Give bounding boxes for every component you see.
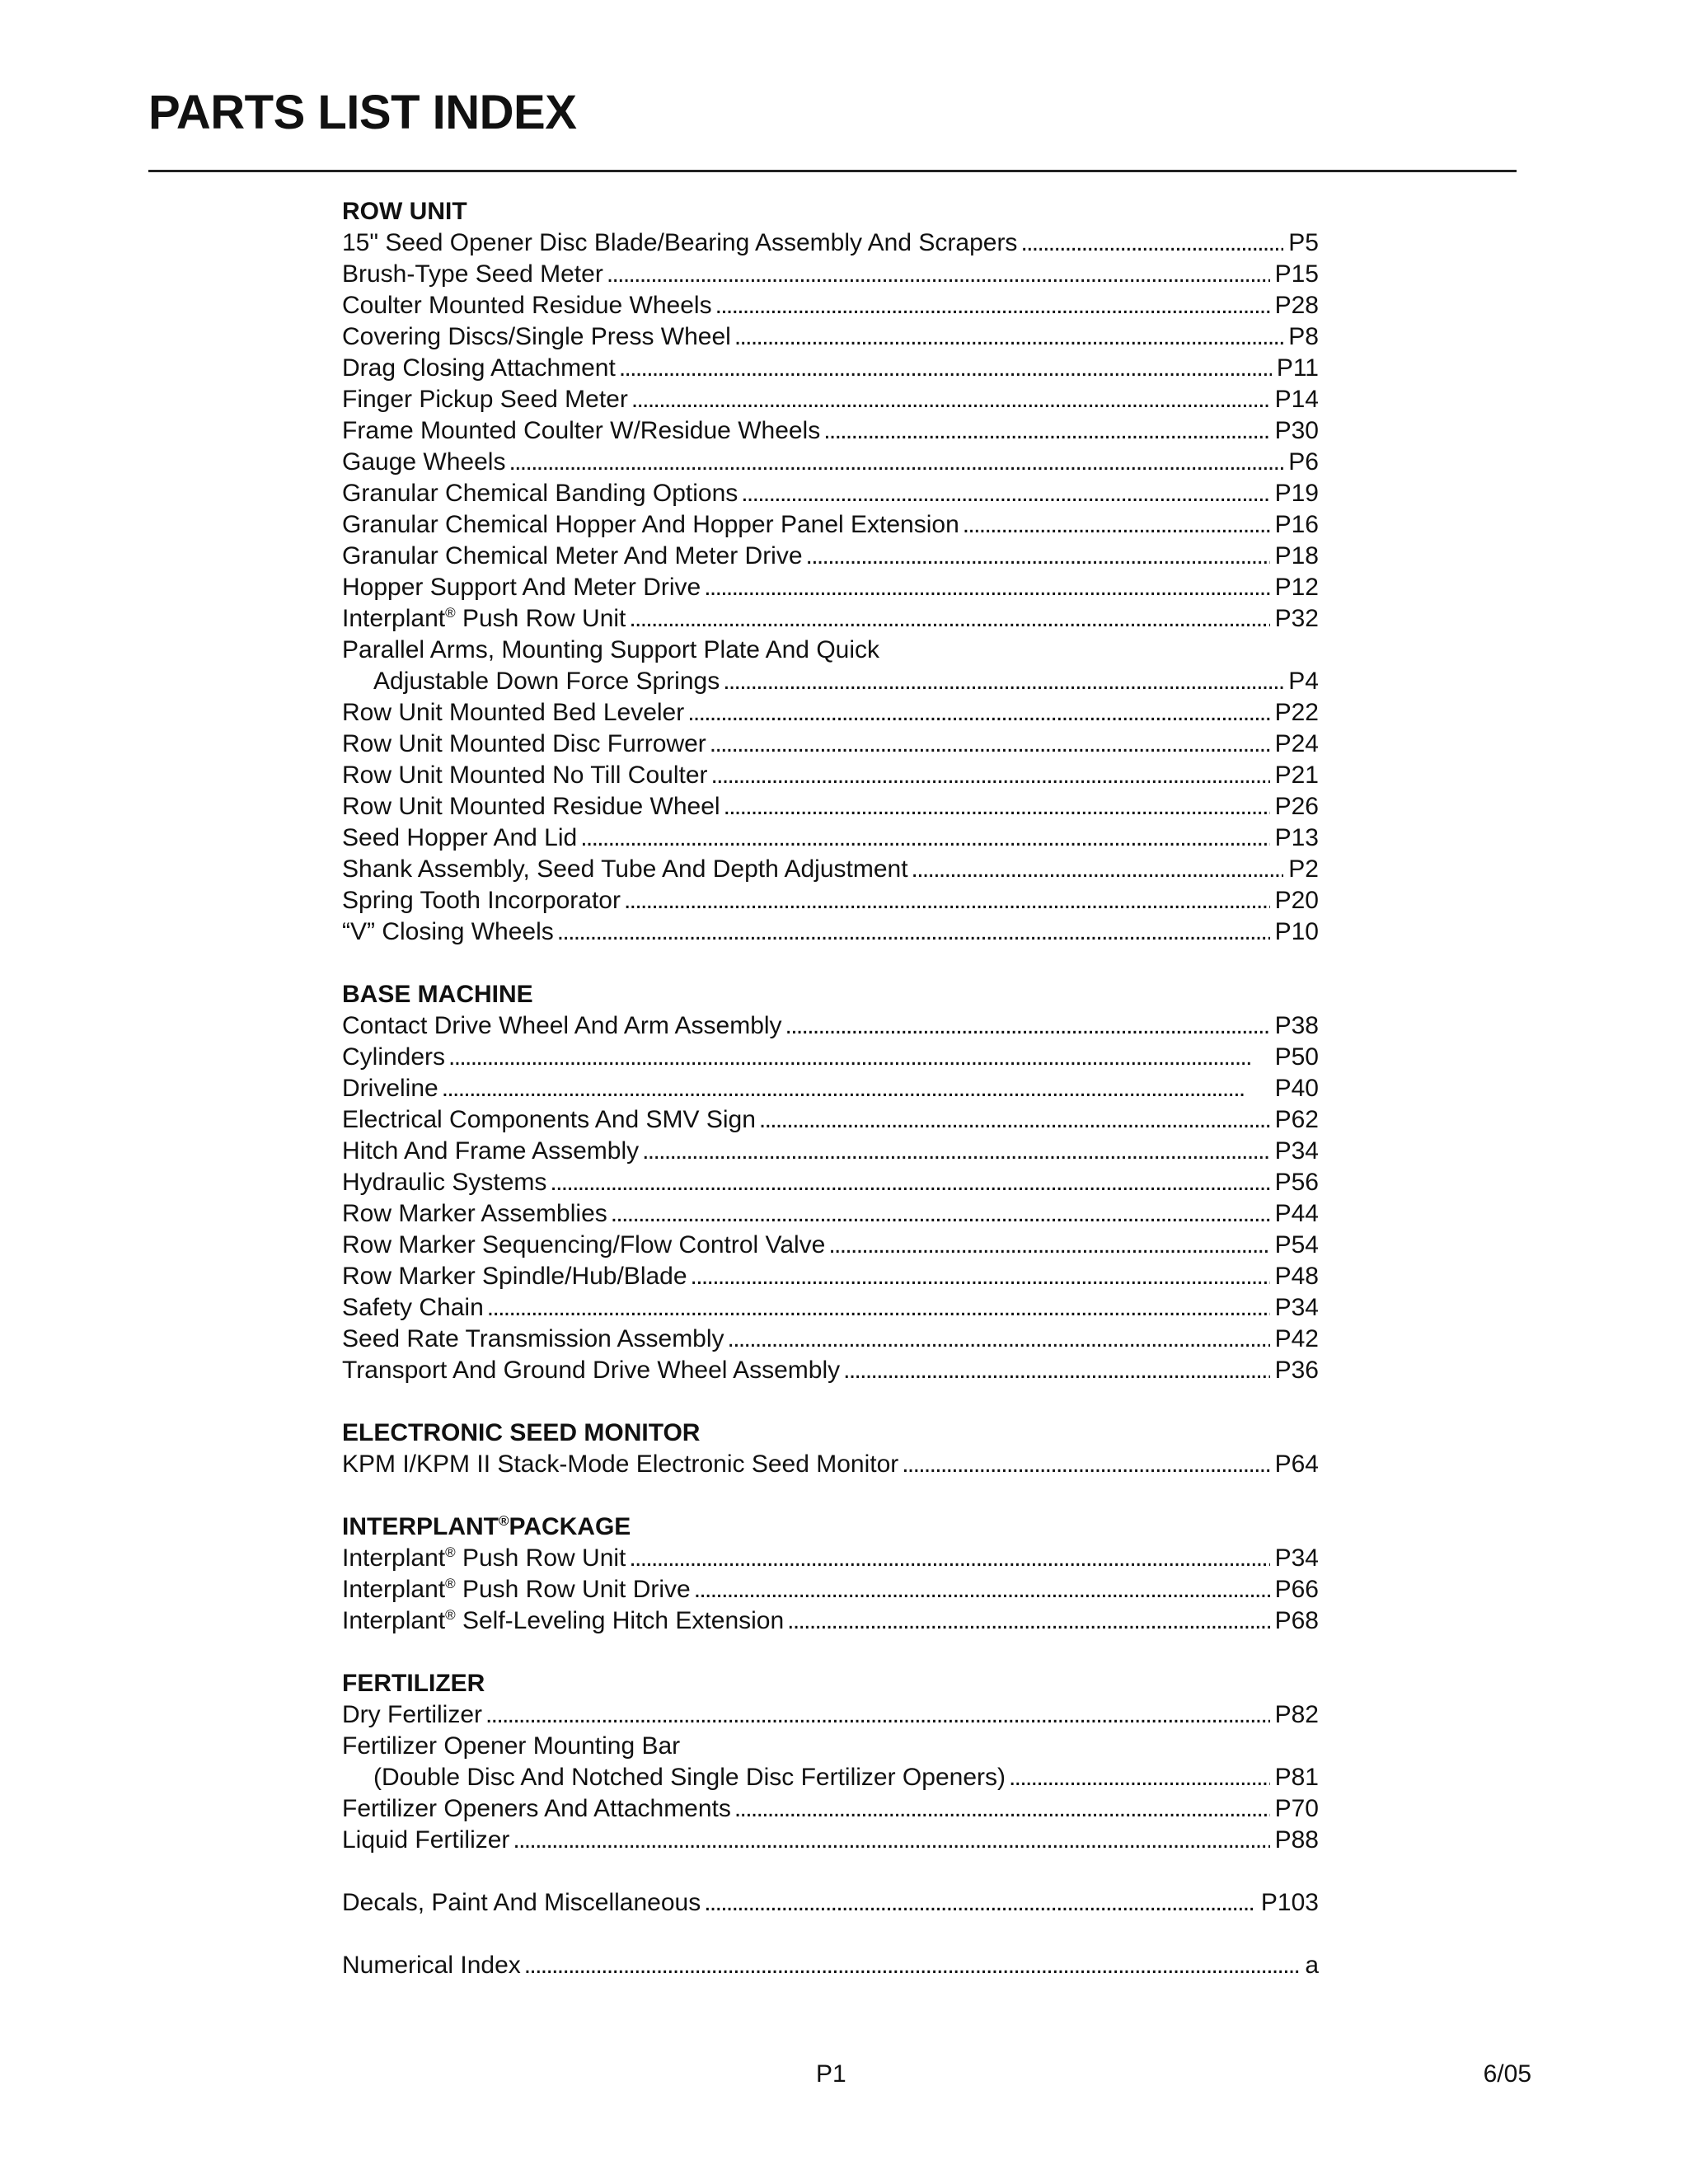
dot-leader (513, 1825, 1269, 1856)
entry-page: P13 (1274, 824, 1319, 851)
index-entry[interactable] (342, 259, 1319, 290)
dot-leader (524, 1950, 1301, 1981)
index-entry[interactable] (342, 384, 1319, 415)
entry-label: Transport And Ground Drive Wheel Assembly (342, 1357, 841, 1384)
index-entry[interactable] (342, 1762, 1319, 1793)
entry-page: P28 (1274, 292, 1319, 319)
entry-page: P81 (1274, 1764, 1319, 1791)
entry-label: Hydraulic Systems (342, 1169, 547, 1196)
section-heading: BASE MACHINE (342, 981, 533, 1008)
entry-page: P21 (1274, 762, 1319, 789)
dot-leader (1009, 1762, 1270, 1793)
index-entry[interactable] (342, 478, 1319, 509)
index-entry[interactable] (342, 1136, 1319, 1167)
section-electronic-seed-monitor (342, 1418, 1319, 1480)
entry-label: Granular Chemical Hopper And Hopper Panel Extension (342, 511, 959, 538)
entry-page: P34 (1274, 1544, 1319, 1572)
section-heading (342, 1511, 1319, 1543)
dot-leader (607, 259, 1270, 290)
entry-label: Drag Closing Attachment (342, 354, 616, 382)
dot-leader (580, 823, 1269, 854)
dot-leader (448, 1042, 1270, 1073)
dot-leader (734, 321, 1283, 353)
entry-page: P11 (1276, 354, 1319, 382)
dot-leader (624, 885, 1270, 916)
entry-page: P82 (1274, 1701, 1319, 1728)
registered-mark: ® (445, 605, 456, 621)
page-title: PARTS LIST INDEX (148, 86, 577, 139)
index-entry[interactable] (342, 1793, 1319, 1825)
entry-label: Dry Fertilizer (342, 1701, 482, 1728)
entry-label: Hitch And Frame Assembly (342, 1137, 640, 1165)
dot-leader (550, 1167, 1269, 1198)
entry-page: P4 (1288, 668, 1319, 695)
dot-leader (509, 447, 1283, 478)
dot-leader (728, 1324, 1270, 1355)
parts-index (342, 196, 1319, 2013)
entry-label: Covering Discs/Single Press Wheel (342, 323, 731, 350)
registered-mark: ® (445, 1544, 456, 1560)
index-entry[interactable] (342, 1605, 1319, 1637)
entry-label: Contact Drive Wheel And Arm Assembly (342, 1012, 782, 1039)
dot-leader (1020, 227, 1283, 259)
dot-leader (629, 1543, 1269, 1574)
index-entry[interactable] (342, 1073, 1319, 1104)
entry-page: P20 (1274, 887, 1319, 914)
entry-label: Granular Chemical Meter And Meter Drive (342, 542, 803, 569)
entry-label: Adjustable Down Force Springs (373, 668, 720, 695)
index-entry[interactable] (342, 321, 1319, 353)
entry-label: Seed Hopper And Lid (342, 824, 578, 851)
dot-leader (694, 1574, 1270, 1605)
entry-label-rest: Self-Leveling Hitch Extension (455, 1607, 785, 1634)
index-entry[interactable] (342, 1825, 1319, 1856)
entry-label: Cylinders (342, 1043, 446, 1071)
entry-label: 15" Seed Opener Disc Blade/Bearing Assembly And Scrapers (342, 229, 1018, 256)
index-entry-first-line[interactable]: Parallel Arms, Mounting Support Plate And Quick (342, 636, 880, 663)
dot-leader (843, 1355, 1269, 1386)
index-entry[interactable] (342, 353, 1319, 384)
entry-page: P36 (1274, 1357, 1319, 1384)
entry-label: “V” Closing Wheels (342, 918, 554, 945)
index-entry[interactable] (342, 1574, 1319, 1605)
entry-label: Decals, Paint And Miscellaneous (342, 1889, 701, 1916)
entry-label: Safety Chain (342, 1294, 484, 1321)
entry-page: P34 (1274, 1294, 1319, 1321)
index-entry[interactable] (342, 1887, 1319, 1919)
entry-label: Liquid Fertilizer (342, 1826, 510, 1854)
dot-leader (557, 916, 1270, 948)
dot-leader (963, 509, 1270, 541)
dot-leader (442, 1073, 1270, 1104)
entry-label-brand: Interplant (342, 1544, 446, 1572)
entry-label: Seed Rate Transmission Assembly (342, 1325, 724, 1352)
entry-page: P18 (1274, 542, 1319, 569)
section-base-machine (342, 979, 1319, 1386)
entry-label: Fertilizer Openers And Attachments (342, 1795, 731, 1822)
dot-leader (687, 697, 1269, 729)
index-entry[interactable] (342, 290, 1319, 321)
entry-page: P40 (1274, 1075, 1319, 1102)
dot-leader (704, 572, 1269, 603)
section-heading: FERTILIZER (342, 1670, 485, 1697)
dot-leader (741, 478, 1269, 509)
section-numerical-index (342, 1950, 1319, 1981)
entry-page: P62 (1274, 1106, 1319, 1133)
index-entry[interactable] (342, 1324, 1319, 1355)
index-entry[interactable] (342, 447, 1319, 478)
index-entry[interactable] (342, 1230, 1319, 1261)
index-entry[interactable] (342, 1699, 1319, 1731)
entry-page: P19 (1274, 480, 1319, 507)
dot-leader (691, 1261, 1270, 1292)
entry-page: P16 (1274, 511, 1319, 538)
entry-label: Brush-Type Seed Meter (342, 260, 603, 288)
entry-page: P34 (1274, 1137, 1319, 1165)
entry-label: Row Unit Mounted No Till Coulter (342, 762, 708, 789)
entry-page: P50 (1274, 1043, 1319, 1071)
entry-label: Spring Tooth Incorporator (342, 887, 621, 914)
index-entry-first-line[interactable]: Fertilizer Opener Mounting Bar (342, 1732, 681, 1760)
entry-label (342, 1605, 784, 1637)
entry-page: P44 (1274, 1200, 1319, 1227)
entry-page: P32 (1274, 605, 1319, 632)
entry-label: Numerical Index (342, 1952, 521, 1979)
entry-label: Frame Mounted Coulter W/Residue Wheels (342, 417, 821, 444)
entry-label: Row Unit Mounted Residue Wheel (342, 793, 720, 820)
entry-label: Gauge Wheels (342, 448, 506, 476)
dot-leader (711, 760, 1270, 791)
dot-leader (787, 1605, 1269, 1637)
entry-label: Row Marker Sequencing/Flow Control Valve (342, 1231, 826, 1258)
section-heading: ROW UNIT (342, 198, 467, 225)
dot-leader (485, 1699, 1270, 1731)
section-heading: ELECTRONIC SEED MONITOR (342, 1419, 701, 1446)
entry-page: P12 (1274, 574, 1319, 601)
index-entry[interactable] (342, 1167, 1319, 1198)
entry-page: P56 (1274, 1169, 1319, 1196)
entry-label: KPM I/KPM II Stack-Mode Electronic Seed Monitor (342, 1451, 899, 1478)
dot-leader (611, 1198, 1270, 1230)
footer-date: 6/05 (1483, 2060, 1531, 2088)
index-entry[interactable] (342, 885, 1319, 916)
dot-leader (759, 1104, 1270, 1136)
section-misc (342, 1887, 1319, 1919)
index-entry[interactable] (342, 823, 1319, 854)
index-entry[interactable] (342, 1010, 1319, 1042)
entry-label: Coulter Mounted Residue Wheels (342, 292, 712, 319)
section-row-unit (342, 196, 1319, 948)
index-entry[interactable] (342, 1104, 1319, 1136)
entry-label: Row Marker Assemblies (342, 1200, 607, 1227)
entry-page: P48 (1274, 1263, 1319, 1290)
dot-leader (629, 603, 1269, 635)
index-entry[interactable] (342, 854, 1319, 885)
entry-label-brand: Interplant (342, 1576, 446, 1603)
dot-leader (642, 1136, 1269, 1167)
dot-leader (619, 353, 1272, 384)
entry-label-rest: Push Row Unit (455, 1544, 626, 1572)
dot-leader (715, 290, 1270, 321)
entry-page: P54 (1274, 1231, 1319, 1258)
entry-page: P88 (1274, 1826, 1319, 1854)
entry-label (342, 1543, 626, 1574)
index-entry[interactable] (342, 541, 1319, 572)
entry-page: P15 (1274, 260, 1319, 288)
entry-page: P14 (1274, 386, 1319, 413)
entry-page: P68 (1274, 1607, 1319, 1634)
entry-label (342, 603, 626, 635)
entry-label-brand: Interplant (342, 1607, 446, 1634)
dot-leader (806, 541, 1270, 572)
index-entry[interactable] (342, 603, 1319, 635)
index-entry[interactable] (342, 1042, 1319, 1073)
dot-leader (734, 1793, 1270, 1825)
entry-label: Row Marker Spindle/Hub/Blade (342, 1263, 687, 1290)
entry-page: P8 (1288, 323, 1319, 350)
entry-label: Row Unit Mounted Disc Furrower (342, 730, 706, 757)
index-entry[interactable] (342, 791, 1319, 823)
entry-label: Granular Chemical Banding Options (342, 480, 738, 507)
dot-leader (724, 791, 1270, 823)
entry-label-rest: Push Row Unit (455, 605, 626, 632)
dot-leader (823, 415, 1269, 447)
section-fertilizer (342, 1668, 1319, 1856)
entry-page: P30 (1274, 417, 1319, 444)
entry-label-rest: Push Row Unit Drive (455, 1576, 691, 1603)
index-entry[interactable] (342, 1355, 1319, 1386)
entry-page: P2 (1288, 855, 1319, 883)
entry-page: P10 (1274, 918, 1319, 945)
entry-page: P5 (1288, 229, 1319, 256)
dot-leader (704, 1887, 1256, 1919)
index-entry[interactable] (342, 1950, 1319, 1981)
entry-page: P24 (1274, 730, 1319, 757)
index-entry[interactable] (342, 572, 1319, 603)
index-entry[interactable] (342, 760, 1319, 791)
dot-leader (902, 1449, 1269, 1480)
dot-leader (723, 666, 1283, 697)
entry-label: Finger Pickup Seed Meter (342, 386, 628, 413)
index-entry[interactable] (342, 1543, 1319, 1574)
registered-mark: ® (445, 1607, 456, 1623)
index-entry[interactable] (342, 1292, 1319, 1324)
index-entry[interactable] (342, 916, 1319, 948)
index-entry[interactable] (342, 697, 1319, 729)
entry-page: P42 (1274, 1325, 1319, 1352)
section-interplant-package (342, 1511, 1319, 1637)
entry-page: P38 (1274, 1012, 1319, 1039)
dot-leader (710, 729, 1270, 760)
dot-leader (487, 1292, 1270, 1324)
entry-label (342, 1574, 691, 1605)
dot-leader (631, 384, 1270, 415)
entry-page: P66 (1274, 1576, 1319, 1603)
footer-page-number: P1 (816, 2060, 846, 2088)
section-heading-brand: INTERPLANT (342, 1513, 499, 1540)
entry-label: (Double Disc And Notched Single Disc Fertilizer Openers) (373, 1764, 1006, 1791)
entry-page: P6 (1288, 448, 1319, 476)
entry-label: Electrical Components And SMV Sign (342, 1106, 756, 1133)
entry-page: P103 (1260, 1889, 1319, 1916)
entry-page: P64 (1274, 1451, 1319, 1478)
entry-page: P70 (1274, 1795, 1319, 1822)
index-entry[interactable] (342, 1198, 1319, 1230)
index-entry[interactable] (342, 415, 1319, 447)
entry-label-brand: Interplant (342, 605, 446, 632)
entry-label: Hopper Support And Meter Drive (342, 574, 701, 601)
entry-page: P22 (1274, 699, 1319, 726)
index-entry[interactable] (342, 509, 1319, 541)
index-entry[interactable] (342, 227, 1319, 259)
section-heading-rest: PACKAGE (509, 1513, 631, 1540)
title-divider (148, 170, 1517, 172)
index-entry[interactable] (342, 1261, 1319, 1292)
dot-leader (785, 1010, 1270, 1042)
index-entry[interactable] (342, 1449, 1319, 1480)
entry-label: Row Unit Mounted Bed Leveler (342, 699, 685, 726)
entry-label: Shank Assembly, Seed Tube And Depth Adjustment (342, 855, 908, 883)
dot-leader (912, 854, 1284, 885)
registered-mark: ® (499, 1513, 509, 1529)
entry-page: P26 (1274, 793, 1319, 820)
entry-label: Driveline (342, 1075, 438, 1102)
index-entry[interactable] (342, 666, 1319, 697)
dot-leader (828, 1230, 1269, 1261)
index-entry[interactable] (342, 729, 1319, 760)
registered-mark: ® (445, 1576, 456, 1591)
entry-page: a (1305, 1952, 1319, 1979)
